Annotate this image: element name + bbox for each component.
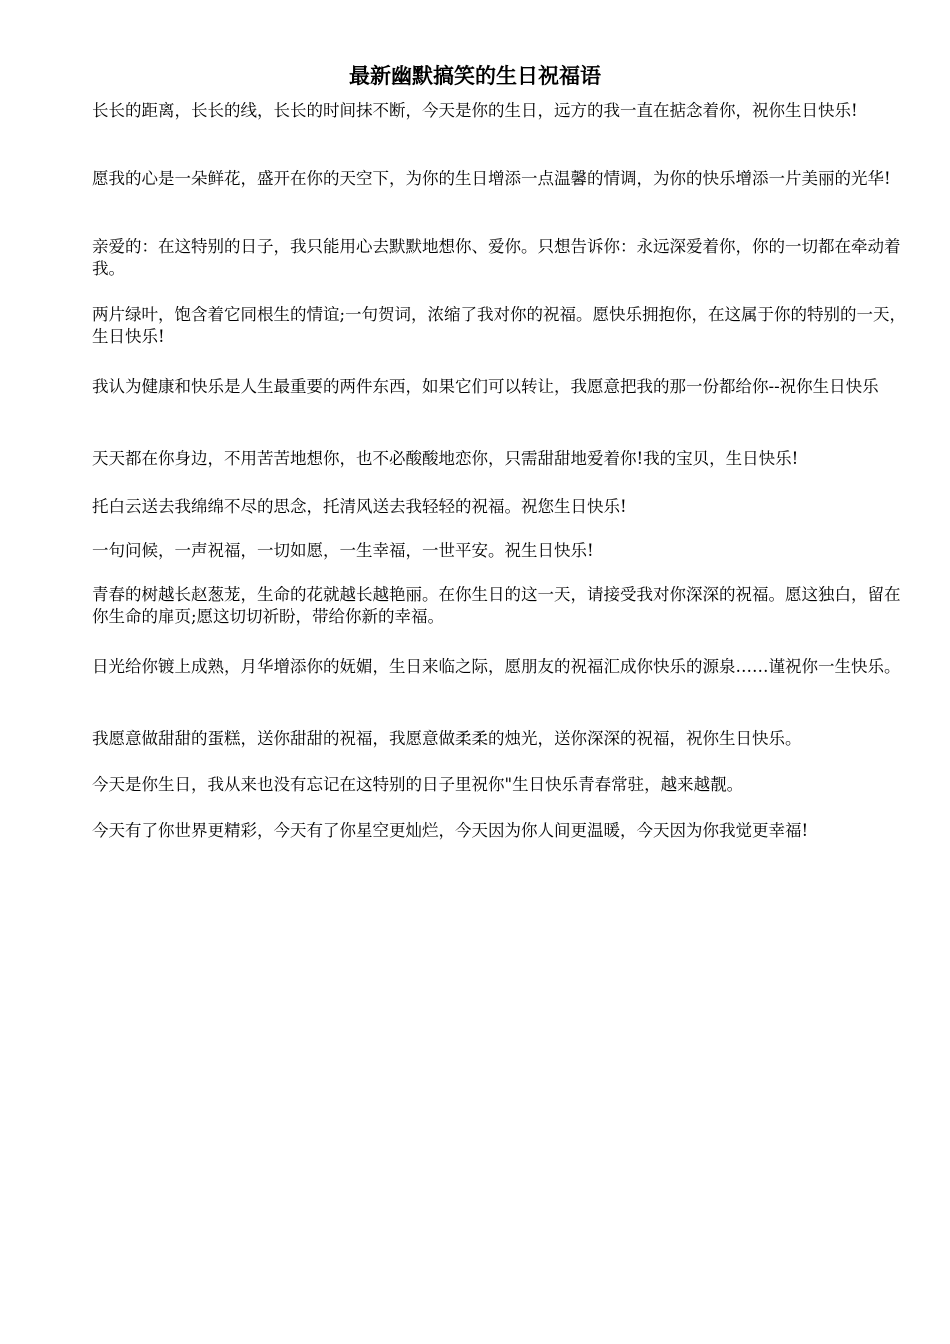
paragraph-10: 日光给你镀上成熟，月华增添你的妩媚，生日来临之际，愿朋友的祝福汇成你快乐的源泉……谨祝你一生快乐。 (92, 657, 901, 676)
paragraph-1: 长长的距离，长长的线，长长的时间抹不断，今天是你的生日，远方的我一直在掂念着你，祝你生日快乐! (92, 101, 858, 120)
paragraph-4: 两片绿叶，饱含着它同根生的情谊;一句贺词，浓缩了我对你的祝福。愿快乐拥抱你，在这属于你的特别的一天，生日快乐! (92, 305, 907, 346)
paragraph-list (92, 100, 908, 866)
paragraph-9: 青春的树越长赵葱茏，生命的花就越长越艳丽。在你生日的这一天，请接受我对你深深的祝福。愿这独白，留在你生命的扉页;愿这切切祈盼，带给你新的幸福。 (92, 585, 901, 626)
paragraph-13: 今天有了你世界更精彩，今天有了你星空更灿烂，今天因为你人间更温暖，今天因为你我觉更幸福! (92, 821, 809, 840)
document-title: 最新幽默搞笑的生日祝福语 (349, 63, 601, 88)
paragraph-3: 亲爱的：在这特别的日子，我只能用心去默默地想你、爱你。只想告诉你：永远深爱着你，你的一切都在牵动着我。 (92, 237, 901, 278)
paragraph-8: 一句问候，一声祝福，一切如愿，一生幸福，一世平安。祝生日快乐! (92, 541, 594, 560)
paragraph-2: 愿我的心是一朵鲜花，盛开在你的天空下，为你的生日增添一点温馨的情调，为你的快乐增添一片美丽的光华! (92, 169, 891, 188)
paragraph-12: 今天是你生日，我从来也没有忘记在这特别的日子里祝你"生日快乐青春常驻，越来越靓。 (92, 775, 744, 794)
paragraph-11: 我愿意做甜甜的蛋糕，送你甜甜的祝福，我愿意做柔柔的烛光，送你深深的祝福，祝你生日快乐。 (92, 729, 802, 748)
paragraph-5: 我认为健康和快乐是人生最重要的两件东西，如果它们可以转让，我愿意把我的那一份都给你--祝你生日快乐 (92, 377, 879, 396)
paragraph-7: 托白云送去我绵绵不尽的思念，托清风送去我轻轻的祝福。祝您生日快乐! (92, 497, 627, 516)
paragraph-6: 天天都在你身边，不用苦苦地想你，也不必酸酸地恋你，只需甜甜地爱着你!我的宝贝，生日快乐! (92, 449, 799, 468)
